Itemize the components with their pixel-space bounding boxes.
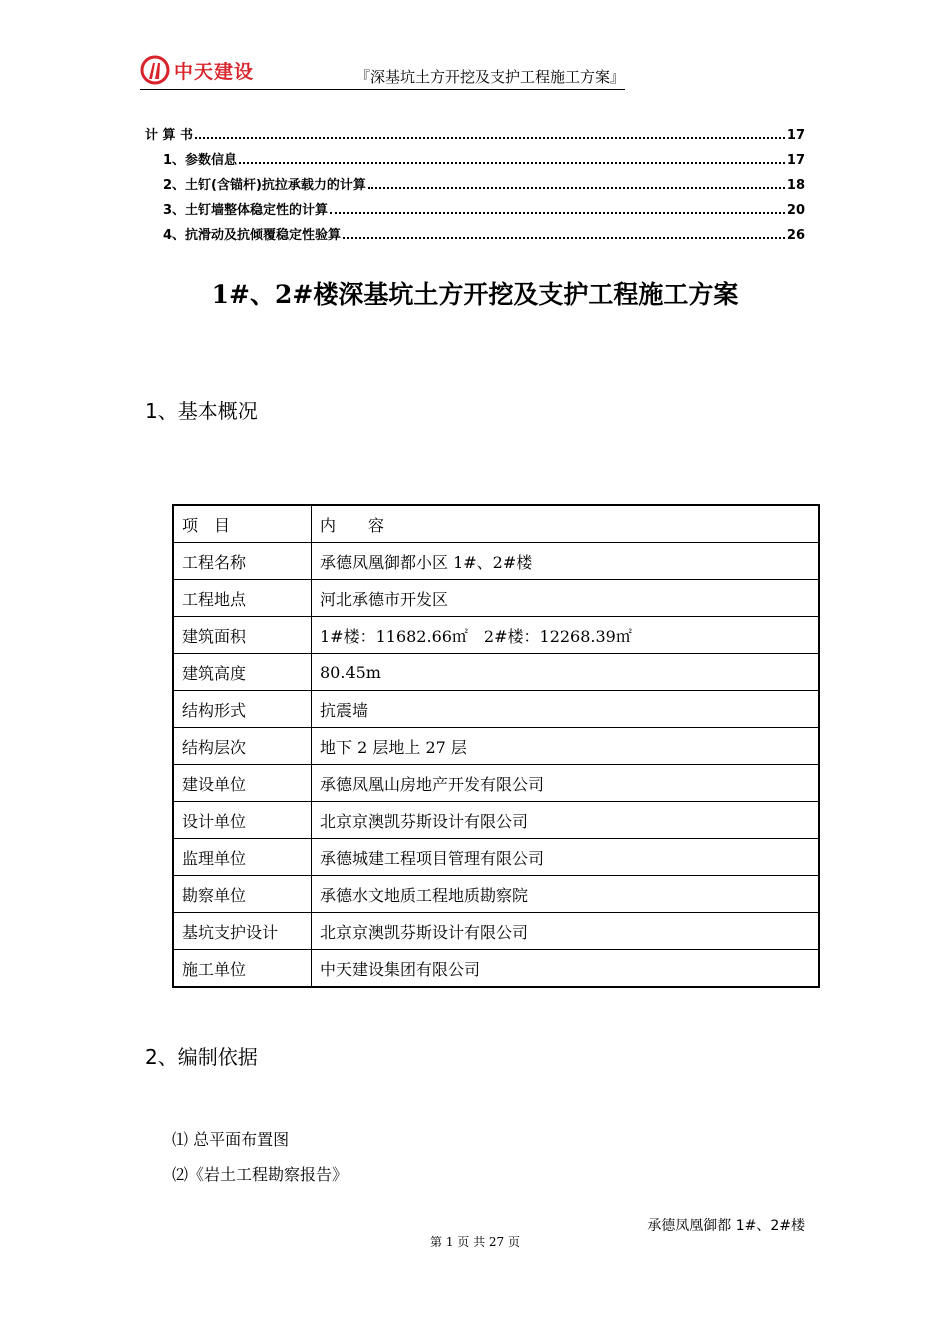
table-cell: 结构层次 [173, 728, 312, 765]
toc-entry-label: 1、参数信息 [163, 153, 238, 168]
table-header-row [173, 505, 819, 543]
toc-entry-label: 计 算 书 [145, 128, 194, 143]
table-cell: 北京京澳凯芬斯设计有限公司 [312, 802, 820, 839]
footer-page-number: 第 1 页 共 27 页 [430, 1235, 520, 1249]
table-cell: 施工单位 [173, 950, 312, 988]
section-heading-overview: 1、基本概况 [145, 399, 258, 423]
company-logo [140, 55, 254, 85]
project-info-table [172, 504, 820, 988]
toc-entry-label: 4、抗滑动及抗倾覆稳定性验算 [163, 228, 342, 243]
table-cell: 工程名称 [173, 543, 312, 580]
table-cell: 基坑支护设计 [173, 913, 312, 950]
table-row [173, 580, 819, 617]
table-row [173, 802, 819, 839]
table-row [173, 728, 819, 765]
header-title: 『深基坑土方开挖及支护工程施工方案』 [354, 68, 625, 86]
table-cell: 项 目 [173, 505, 312, 543]
section-heading-basis: 2、编制依据 [145, 1045, 258, 1069]
toc-entry-page: 17 [786, 153, 805, 168]
table-row [173, 654, 819, 691]
basis-item: ⑴ 总平面布置图 [172, 1130, 290, 1149]
table-cell: 河北承德市开发区 [312, 580, 820, 617]
page-header [140, 55, 625, 90]
table-cell: 工程地点 [173, 580, 312, 617]
toc-leader [330, 212, 785, 214]
toc-entry-page: 18 [786, 178, 805, 193]
toc-entry-label: 2、土钉(含锚杆)抗拉承载力的计算 [163, 178, 366, 193]
table-cell: 结构形式 [173, 691, 312, 728]
table-cell: 勘察单位 [173, 876, 312, 913]
footer-project-name: 承德凤凰御都 1#、2#楼 [647, 1218, 805, 1234]
table-row [173, 765, 819, 802]
toc-entry[interactable] [145, 218, 805, 243]
table-row [173, 950, 819, 988]
document-title: 1#、2#楼深基坑土方开挖及支护工程施工方案 [211, 280, 739, 309]
toc-entry[interactable] [145, 118, 805, 143]
logo-icon [140, 55, 170, 85]
table-cell: 承德凤凰山房地产开发有限公司 [312, 765, 820, 802]
table-cell: 1#楼：11682.66㎡ 2#楼：12268.39㎡ [312, 617, 820, 654]
table-cell: 监理单位 [173, 839, 312, 876]
toc-leader [368, 187, 785, 189]
table-cell: 承德水文地质工程地质勘察院 [312, 876, 820, 913]
table-cell: 抗震墙 [312, 691, 820, 728]
toc-entry-page: 17 [786, 128, 805, 143]
table-cell: 建设单位 [173, 765, 312, 802]
toc-leader [239, 162, 785, 164]
table-row [173, 543, 819, 580]
toc-entry-page: 26 [786, 228, 805, 243]
table-of-contents [145, 118, 805, 243]
logo-text: 中天建设 [174, 60, 255, 83]
table-cell: 建筑高度 [173, 654, 312, 691]
table-row [173, 876, 819, 913]
table-cell: 北京京澳凯芬斯设计有限公司 [312, 913, 820, 950]
basis-item: ⑵《岩土工程勘察报告》 [172, 1165, 349, 1184]
toc-entry[interactable] [145, 143, 805, 168]
toc-entry-label: 3、土钉墙整体稳定性的计算 [163, 203, 329, 218]
table-cell: 设计单位 [173, 802, 312, 839]
toc-leader [195, 137, 785, 139]
table-cell: 建筑面积 [173, 617, 312, 654]
table-cell: 中天建设集团有限公司 [312, 950, 820, 988]
table-row [173, 913, 819, 950]
table-cell: 内 容 [312, 505, 820, 543]
table-cell: 地下 2 层地上 27 层 [312, 728, 820, 765]
table-cell: 80.45m [312, 654, 820, 691]
toc-entry[interactable] [145, 193, 805, 218]
table-row [173, 617, 819, 654]
table-cell: 承德凤凰御都小区 1#、2#楼 [312, 543, 820, 580]
toc-entry-page: 20 [786, 203, 805, 218]
toc-leader [343, 237, 785, 239]
table-row [173, 839, 819, 876]
table-cell: 承德城建工程项目管理有限公司 [312, 839, 820, 876]
toc-entry[interactable] [145, 168, 805, 193]
table-row [173, 691, 819, 728]
